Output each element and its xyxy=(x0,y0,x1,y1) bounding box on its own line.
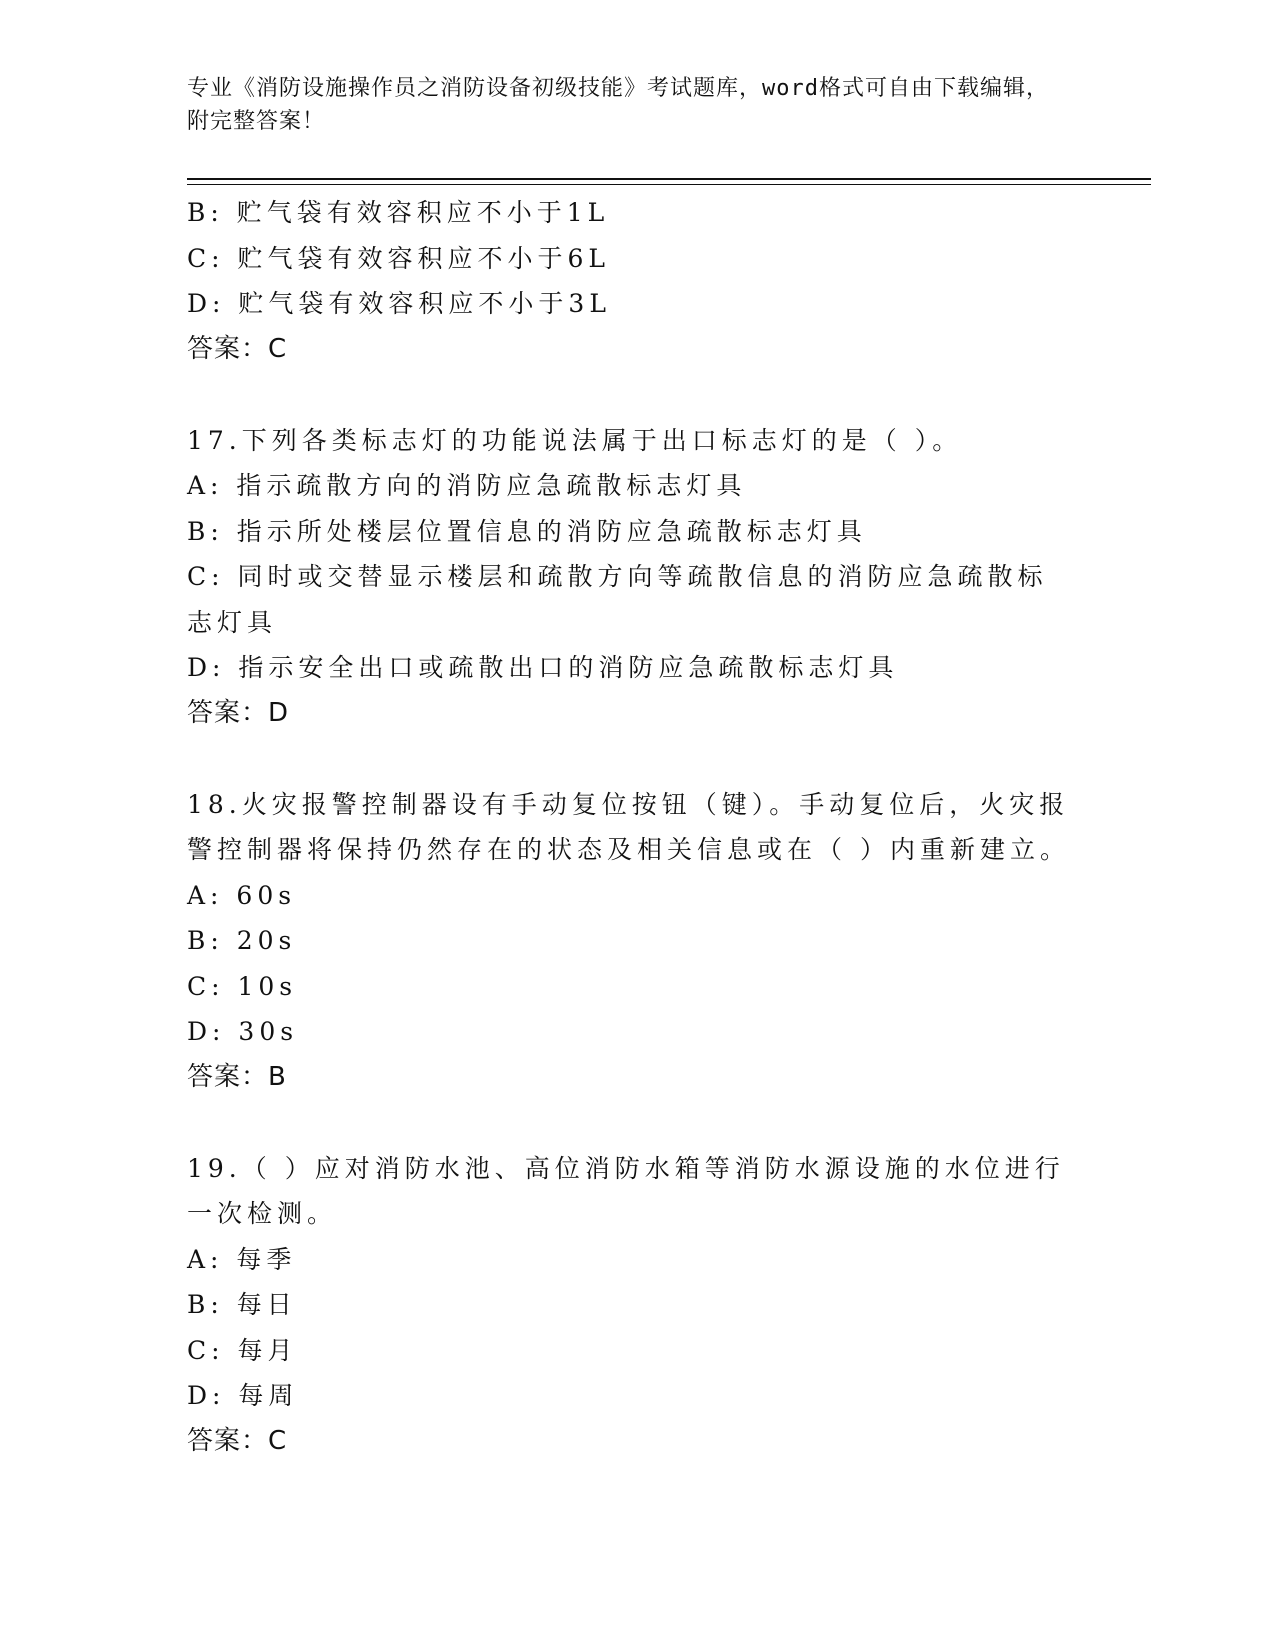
header-rule-thin xyxy=(187,184,1151,185)
option-d: D: 指示安全出口或疏散出口的消防应急疏散标志灯具 xyxy=(187,653,899,682)
option-c: C: 贮气袋有效容积应不小于6L xyxy=(187,243,611,273)
option-d: D: 每周 xyxy=(187,1381,299,1410)
option-a: A: 60s xyxy=(187,880,297,910)
answer: 答案：C xyxy=(187,1425,288,1456)
question-stem: 18.火灾报警控制器设有手动复位按钮（键）。手动复位后，火灾报警控制器将保持仍然存在的状态及相关信息或在（ ）内重新建立。 xyxy=(187,789,1070,864)
answer: 答案：C xyxy=(187,333,288,364)
option-a: A: 指示疏散方向的消防应急疏散标志灯具 xyxy=(187,471,747,500)
option-c: C: 每月 xyxy=(187,1335,298,1365)
spacer xyxy=(187,372,1077,418)
spacer xyxy=(187,1100,1077,1146)
question-16-continued xyxy=(187,190,1077,372)
option-c: C: 10s xyxy=(187,971,298,1001)
option-a: A: 每季 xyxy=(187,1244,297,1274)
spacer xyxy=(187,736,1077,782)
answer: 答案：D xyxy=(187,697,290,728)
question-19 xyxy=(187,1146,1077,1465)
question-18 xyxy=(187,782,1077,1101)
option-b: B: 指示所处楼层位置信息的消防应急疏散标志灯具 xyxy=(187,516,867,546)
question-stem: 17.下列各类标志灯的功能说法属于出口标志灯的是（ ）。 xyxy=(187,425,963,455)
page-header: 专业《消防设施操作员之消防设备初级技能》考试题库，word格式可自由下载编辑，附完整答案！ xyxy=(187,76,1049,134)
document-body xyxy=(187,190,1077,1464)
option-b: B: 每日 xyxy=(187,1290,297,1319)
option-d: D: 30s xyxy=(187,1017,299,1046)
header-rule-thick xyxy=(187,178,1151,180)
option-b: B: 贮气袋有效容积应不小于1L xyxy=(187,198,610,227)
answer: 答案：B xyxy=(187,1061,287,1092)
question-17 xyxy=(187,418,1077,737)
option-c: C: 同时或交替显示楼层和疏散方向等疏散信息的消防应急疏散标志灯具 xyxy=(187,562,1048,637)
option-b: B: 20s xyxy=(187,926,297,955)
question-stem: 19.（ ）应对消防水池、高位消防水箱等消防水源设施的水位进行一次检测。 xyxy=(187,1153,1065,1228)
option-d: D: 贮气袋有效容积应不小于3L xyxy=(187,289,611,318)
